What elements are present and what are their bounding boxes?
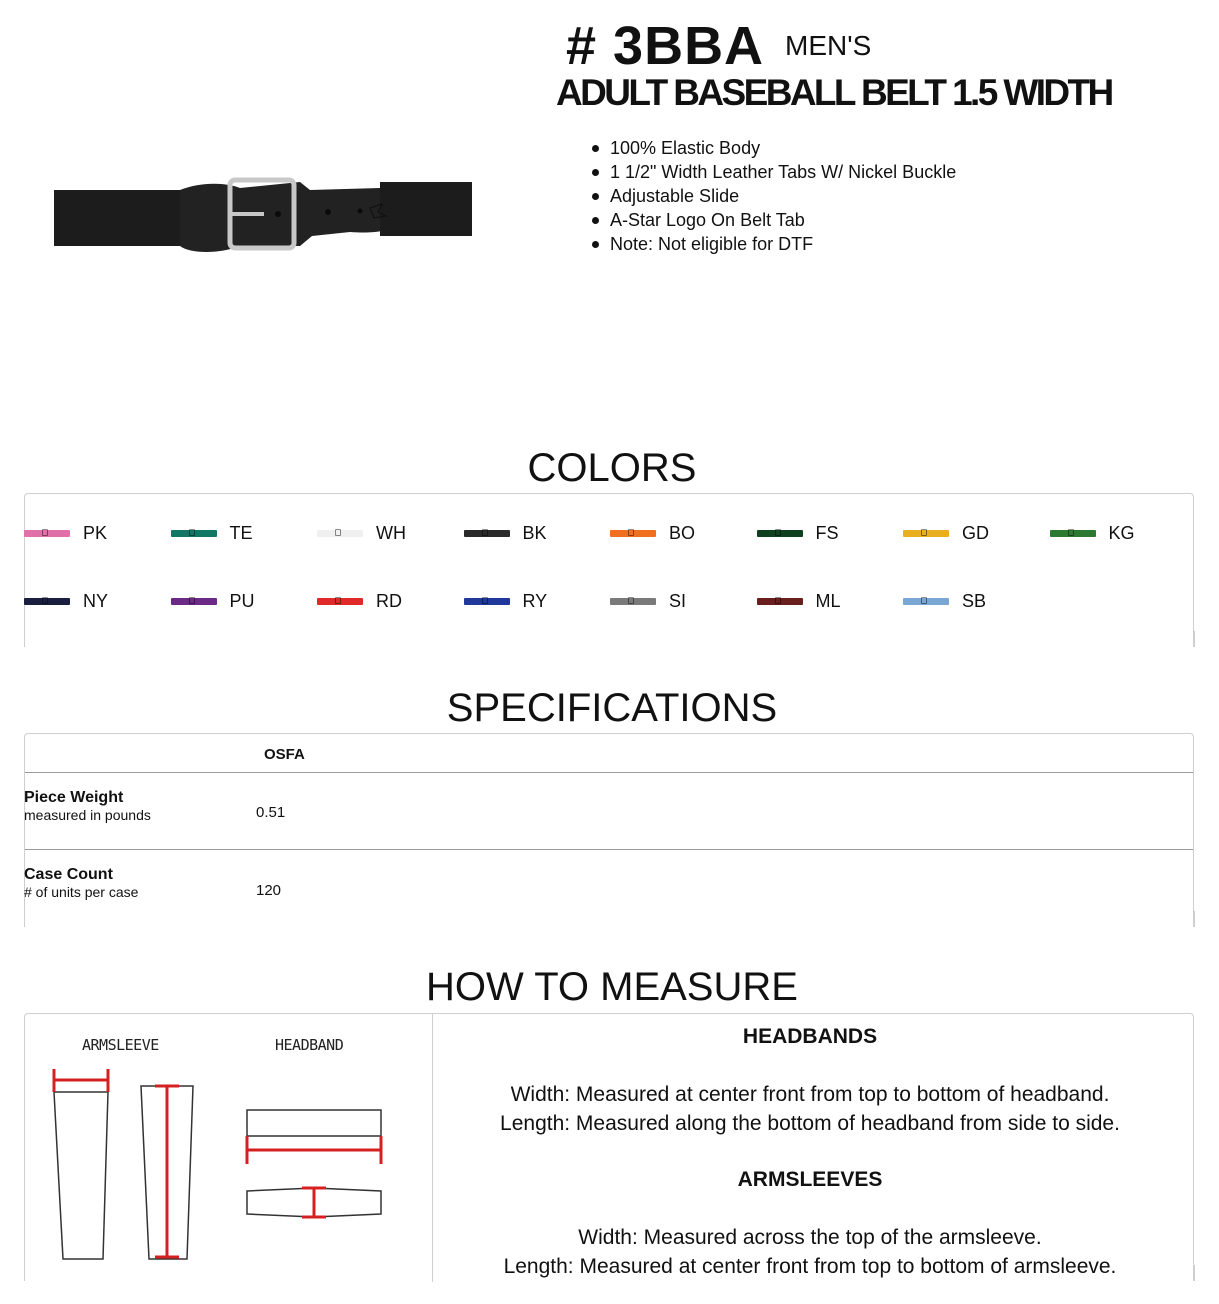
color-swatch-pu	[171, 591, 255, 611]
buckle-icon	[1068, 529, 1074, 536]
color-code: PK	[83, 523, 108, 543]
buckle-icon	[921, 597, 927, 604]
colors-panel	[24, 493, 1194, 647]
buckle-icon	[921, 529, 927, 536]
feature-item: Adjustable Slide	[592, 184, 956, 208]
colors-title: COLORS	[527, 446, 697, 490]
buckle-icon	[189, 597, 195, 604]
specs-title: SPECIFICATIONS	[446, 686, 778, 730]
buckle-icon	[335, 529, 341, 536]
color-swatch-rd	[317, 591, 402, 611]
color-swatch-wh	[317, 523, 406, 543]
spec-divider	[25, 849, 1193, 850]
color-code: RY	[522, 591, 548, 611]
headbands-width: Width: Measured at center front from top to bottom of headband.	[510, 1083, 1110, 1106]
buckle-icon	[628, 529, 634, 536]
buckle-icon	[482, 529, 488, 536]
color-code: TE	[229, 523, 253, 543]
color-code: WH	[376, 523, 406, 543]
color-swatch-pk	[24, 523, 107, 543]
armsleeves-width: Width: Measured across the top of the armsleeve.	[578, 1226, 1042, 1249]
color-code: SI	[669, 591, 687, 611]
armsleeve-label: ARMSLEEVE	[82, 1036, 159, 1054]
feature-item: 1 1/2" Width Leather Tabs W/ Nickel Buckle	[592, 160, 956, 184]
color-code: NY	[83, 591, 109, 611]
armsleeves-length: Length: Measured at center front from top to bottom of armsleeve.	[503, 1255, 1117, 1278]
product-gender: MEN'S	[785, 30, 872, 61]
color-swatch-ny	[24, 591, 108, 611]
color-swatch-bk	[464, 523, 547, 543]
feature-item: Note: Not eligible for DTF	[592, 232, 956, 256]
buckle-icon	[335, 597, 341, 604]
spec-label-sub: # of units per case	[24, 884, 139, 900]
color-bar	[317, 598, 363, 605]
color-bar	[903, 598, 949, 605]
product-image	[50, 168, 476, 258]
feature-item: 100% Elastic Body	[592, 136, 956, 160]
color-bar	[24, 598, 70, 605]
buckle-icon	[775, 597, 781, 604]
spec-value-case-count: 120	[256, 882, 282, 899]
buckle-icon	[628, 597, 634, 604]
color-bar	[610, 530, 656, 537]
headbands-heading: HEADBANDS	[742, 1025, 878, 1048]
feature-list	[592, 136, 956, 256]
color-code: BO	[669, 523, 696, 543]
color-bar	[610, 598, 656, 605]
color-code: PU	[229, 591, 255, 611]
color-bar	[171, 530, 217, 537]
color-swatch-te	[171, 523, 253, 543]
color-swatch-kg	[1050, 523, 1135, 543]
color-swatch-gd	[903, 523, 989, 543]
headbands-length: Length: Measured along the bottom of headband from side to side.	[500, 1112, 1120, 1135]
color-swatch-fs	[757, 523, 839, 543]
color-swatch-ry	[464, 591, 548, 611]
product-name: ADULT BASEBALL BELT 1.5 WIDTH	[556, 72, 1112, 113]
measure-title: HOW TO MEASURE	[426, 965, 798, 1009]
color-bar	[1050, 530, 1096, 537]
color-bar	[757, 598, 803, 605]
color-code: FS	[815, 523, 839, 543]
measure-diagrams	[25, 1054, 425, 1274]
color-bar	[317, 530, 363, 537]
measure-instructions	[435, 1022, 1185, 1281]
headband-label: HEADBAND	[275, 1036, 344, 1054]
buckle-icon	[189, 529, 195, 536]
measure-divider	[432, 1014, 433, 1282]
spec-value-piece-weight: 0.51	[256, 804, 286, 821]
color-swatch-si	[610, 591, 686, 611]
feature-item: A-Star Logo On Belt Tab	[592, 208, 956, 232]
buckle-icon	[42, 597, 48, 604]
color-code: KG	[1108, 523, 1135, 543]
color-bar	[757, 530, 803, 537]
spec-label-title: Case Count	[24, 866, 113, 883]
color-code: ML	[815, 591, 841, 611]
color-swatch-bo	[610, 523, 695, 543]
color-bar	[171, 598, 217, 605]
color-code: GD	[962, 523, 989, 543]
spec-label-case-count	[24, 866, 138, 900]
color-code: BK	[522, 523, 547, 543]
product-number: # 3BBA	[566, 16, 765, 76]
buckle-icon	[482, 597, 488, 604]
color-swatch-sb	[903, 591, 986, 611]
specs-panel	[24, 733, 1194, 927]
spec-label-piece-weight	[24, 789, 151, 823]
color-code: SB	[962, 591, 987, 611]
color-bar	[464, 530, 510, 537]
measure-panel	[24, 1013, 1194, 1281]
buckle-icon	[775, 529, 781, 536]
size-header: OSFA	[264, 746, 305, 763]
color-swatch-ml	[757, 591, 841, 611]
color-bar	[903, 530, 949, 537]
color-bar	[24, 530, 70, 537]
buckle-icon	[42, 529, 48, 536]
spec-label-sub: measured in pounds	[24, 807, 151, 823]
spec-divider	[25, 772, 1193, 773]
belt-illustration	[50, 168, 476, 258]
spec-label-title: Piece Weight	[24, 789, 124, 806]
color-bar	[464, 598, 510, 605]
color-code: RD	[376, 591, 402, 611]
armsleeves-heading: ARMSLEEVES	[737, 1168, 883, 1191]
